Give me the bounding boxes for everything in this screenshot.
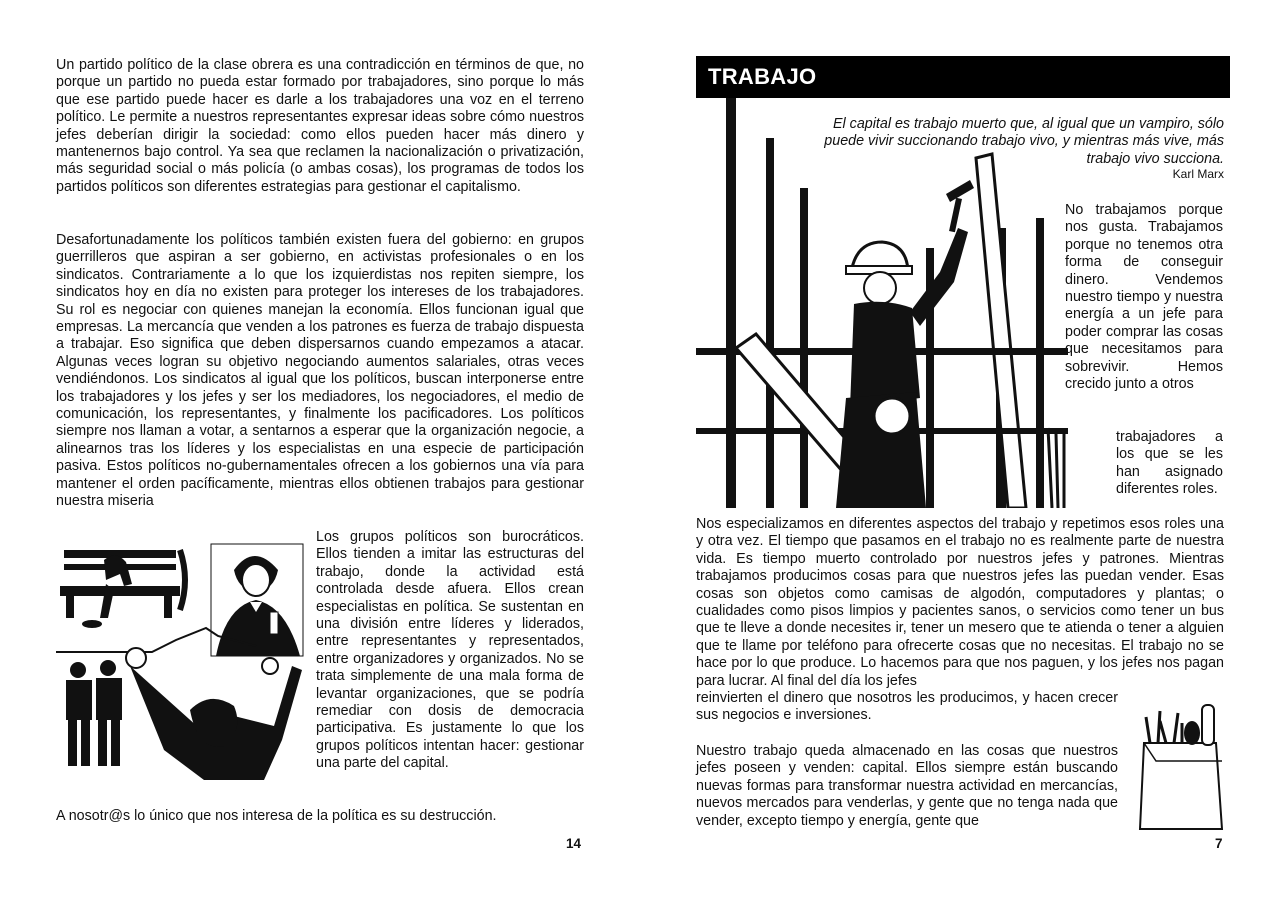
tuxedo-man-drawing bbox=[211, 544, 303, 656]
paragraph-destruction: A nosotr@s lo único que nos interesa de la política es su destrucción. bbox=[56, 808, 497, 824]
shouting-woman-drawing bbox=[126, 648, 302, 780]
section-title: TRABAJO bbox=[708, 64, 817, 89]
politicians-collage-illustration bbox=[56, 540, 304, 782]
paragraph-bureaucratic-groups: Los grupos políticos son burocráticos. Ellos tienden a imitar las estructuras del trabajo, donde la actividad está controlada desde afuera. Ellos crean especialistas en política. Se sustentan en una división entre líderes y liderados, entre representantes y representados, entre organizadores y organizados. No se trata simplemente de una mala forma de levantar organizaciones, que se podría remediar con dosis de democracia participativa. Es justamente lo que los grupos políticos intentan hacer: gestionar una parte del capital. bbox=[316, 529, 584, 772]
right-page bbox=[640, 0, 1280, 905]
paragraph-political-party: Un partido político de la clase obrera es una contradicción en términos de que, no porque un partido no pueda estar formado por trabajadores, sino porque lo más que ese partido puede hacer es darle a los trabajadores una voz en el terreno político. Le permite a nuestros representantes expresar ideas sobre cómo nuestros jefes deberían dirigir la sociedad: como ellos pueden hacer más dinero y mantenernos bajo control. Ya sea que reclamen la nacionalización o privatización, más seguridad social o más policía (o ambas cosas), los programas de todos los partidos políticos son diferentes estrategias para gestionar el capitalismo. bbox=[56, 57, 584, 195]
page-number-right: 7 bbox=[1215, 836, 1223, 851]
section-title-banner bbox=[696, 56, 1230, 98]
grass-drawing bbox=[1048, 428, 1064, 508]
paragraph-work-side: No trabajamos porque nos gusta. Trabajamos porque no tenemos otra forma de conseguir dinero. Vendemos nuestro tiempo y nuestra energía a un jefe para poder comprar las cosas que necesitamos para sobrevivir. Hemos crecido junto a otros bbox=[1065, 202, 1223, 393]
police-officers-drawing bbox=[66, 660, 122, 766]
bench-man-drawing bbox=[60, 550, 185, 628]
shopping-bag-illustration bbox=[1136, 703, 1226, 831]
worker-drawing bbox=[836, 180, 974, 508]
quote-author: Karl Marx bbox=[1172, 167, 1224, 181]
marx-quote: El capital es trabajo muerto que, al igual que un vampiro, sólo puede vivir succionando trabajo vivo, y mientras más vive, más trabajo vivo succiona. bbox=[824, 116, 1224, 167]
paragraph-unions: Desafortunadamente los políticos también existen fuera del gobierno: en grupos guerrilleros que aspiran a ser gobierno, en activistas profesionales o en los sindicatos. Contrariamente a lo que los izquierdistas nos repiten siempre, los sindicatos hoy en día no existen para proteger los intereses de los trabajadores. Su rol es negociar con quienes manejan la economía. Ellos funcionan igual que empresas. La mercancía que venden a los patrones es fuerza de trabajo dispuesta a trabajar. Eso significa que deben dispersarnos cuando empezamos a atacar. Algunas veces logran su objetivo negociando aumentos salariales, otras veces vendiéndonos. Los sindicatos al igual que los políticos, buscan interponerse entre los trabajadores y los jefes y ser los mediadores, los negociadores, el medio de comunicación, los representantes, y finalmente los pacificadores. Los políticos siempre nos llaman a votar, a sentarnos a esperar que la organización negocie, a alinearnos tras los líderes y los especialistas en una especie de participación pasiva. Estos políticos no-gubernamentales ofrecen a los gobiernos una vía para mantener el orden pacíficamente, mientras ellos obtienen trabajos para gestionar nuestra miseria bbox=[56, 232, 584, 510]
paragraph-specialization-tail: reinvierten el dinero que nosotros les producimos, y hacen crecer sus negocios e inversiones. bbox=[696, 690, 1118, 724]
paragraph-work-side-continued: trabajadores a los que se les han asignado diferentes roles. bbox=[1116, 429, 1223, 498]
page-number-left: 14 bbox=[566, 836, 582, 851]
paragraph-capital: Nuestro trabajo queda almacenado en las cosas que nuestros jefes poseen y venden: capital. Ellos siempre están buscando nuevas formas para transformar nuestra actividad en mercancías, nuevos mercados para venderlas, y gente que no tenga nada que vender, excepto tiempo y energía, gente que bbox=[696, 743, 1118, 829]
paragraph-specialization: Nos especializamos en diferentes aspectos del trabajo y repetimos esos roles una y otra vez. El tiempo que pasamos en el trabajo no es realmente parte de nuestra vida. Es tiempo muerto controlado por nuestros jefes y patrones. Mientras trabajamos producimos cosas para que nuestros jefes las puedan vender. Esas cosas son objetos como camisas de algodón, computadores y plantas; o cualidades como pisos limpios y pacientes sanos, o servicios como tener un bus que te lleve a donde necesites ir, tener un mesero que te atienda o tener a alguien que te llame por teléfono para ofrecerte cosas que no necesitas. El trabajo no se hace por lo que produce. Lo hacemos para que nos paguen, y los jefes nos pagan para lucrar. Al final del día los jefes bbox=[696, 516, 1224, 689]
